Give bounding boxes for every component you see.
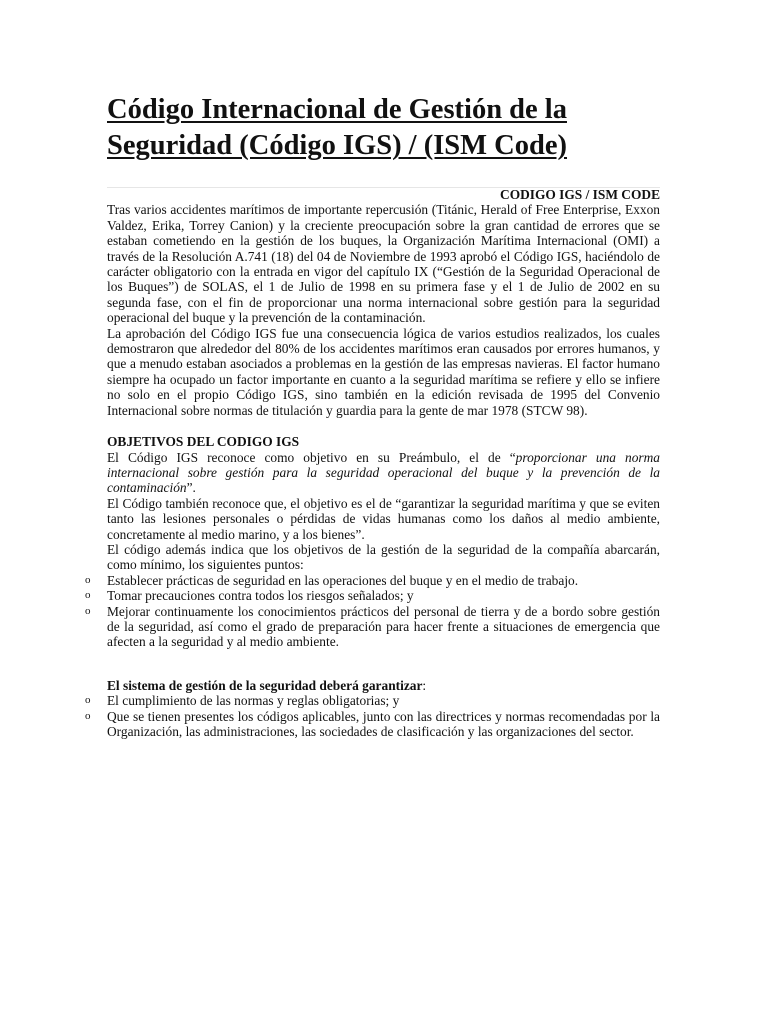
title-line-1: Código Internacional de Gestión de la [107,94,567,125]
objectives-p1-start: El Código IGS reconoce como objetivo en su Preámbulo, el de “ [107,449,516,465]
objectives-paragraph-3: El código además indica que los objetivos de la gestión de la seguridad de la compañía abarcarán, como mínimo, los siguientes puntos: [107,541,660,573]
bullet-icon: o [85,604,91,617]
intro-paragraph-1: Tras varios accidentes marítimos de importante repercusión (Titánic, Herald of Free Enterprise, Exxon Valdez, Erika, Torrey Canion) y la creciente preocupación sobre la gran cantidad de errores que se estaban cometiendo en la gestión de los buques, la Organización Marítima Internacional (OMI) a través de la Resolución A.741 (18) del 04 de Noviembre de 1993 aprobó el Código IGS, haciéndolo de carácter obligatorio con la entrada en vigor del capítulo IX (“Gestión de la Seguridad Operacional de los Buques”) de SOLAS, el 1 de Julio de 1998 en su primera fase y el 1 de Julio de 2002 en su segunda fase, con el fin de proporcionar una norma internacional sobre gestión para la seguridad operacional del buque y la prevención de la contaminación. [107,202,660,326]
list-item [85,708,660,740]
system-list [85,693,660,739]
intro-paragraph-2: La aprobación del Código IGS fue una consecuencia lógica de varios estudios realizados, los cuales demostraron que alrededor del 80% de los accidentes marítimos eran causados por errores humanos, y que a menudo estaban asociados a problemas en la gestión de las empresas navieras. El factor humano siempre ha ocupado un factor importante en cuanto a la seguridad marítima se refiere y ello se infiere no solo en el propio Código IGS, sino también en la edición revisada de 1995 del Convenio Internacional sobre normas de titulación y guardia para la gente de mar 1978 (STCW 98). [107,325,660,418]
objectives-paragraph-2: El Código también reconoce que, el objetivo es el de “garantizar la seguridad marítima y que se eviten tanto las lesiones personales o pérdidas de vidas humanas como los daños al medio ambiente, concretamente al medio marino, y a los bienes”. [107,495,660,542]
bullet-icon: o [85,589,91,602]
bullet-icon: o [85,709,91,722]
section-label: CODIGO IGS / ISM CODE [500,187,660,202]
list-item-text: Mejorar continuamente los conocimientos prácticos del personal de tierra y de a bordo sobre gestión de la seguridad, así como el grado de preparación para hacer frente a situaciones de emergencia que afecten a la seguridad y al medio ambiente. [107,603,660,650]
list-item-text: Establecer prácticas de seguridad en las operaciones del buque y en el medio de trabajo. [107,572,579,588]
list-item-text: Que se tienen presentes los códigos aplicables, junto con las directrices y normas recomendadas por la Organización, las administraciones, las sociedades de clasificación y las organizaciones del sector. [107,708,660,739]
objectives-heading: OBJETIVOS DEL CODIGO IGS [107,434,300,450]
list-item [85,572,660,588]
bullet-icon: o [85,694,91,707]
bullet-icon: o [85,573,91,586]
list-item-text: Tomar precauciones contra todos los riesgos señalados; y [107,588,414,604]
list-item [85,588,660,604]
system-heading [107,678,660,693]
document-title [107,92,647,164]
system-heading-colon: : [422,677,427,693]
document-body [85,187,660,739]
list-item [85,693,660,709]
system-heading-text: El sistema de gestión de la seguridad deberá garantizar [107,677,423,693]
objectives-paragraph-1 [107,450,660,496]
objectives-quote: proporcionar una norma internacional sobre gestión para la seguridad operacional del buque y la prevención de la contaminación [107,449,660,496]
title-line-2: Seguridad (Código IGS) / (ISM Code) [107,130,568,161]
objectives-list [85,572,660,650]
list-item [85,603,660,650]
list-item-text: El cumplimiento de las normas y reglas obligatorias; y [107,693,400,709]
objectives-p1-end: ”. [186,480,196,496]
